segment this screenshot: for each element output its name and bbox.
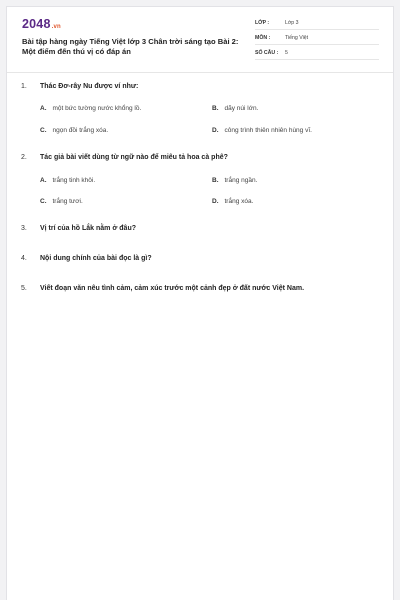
option-text: dãy núi lớn. bbox=[224, 105, 259, 112]
question-text: Nội dung chính của bài đọc là gì? bbox=[40, 255, 152, 262]
question-number: 5. bbox=[21, 285, 27, 292]
option-1c[interactable] bbox=[40, 127, 108, 134]
option-letter: C. bbox=[40, 127, 47, 134]
option-letter: B. bbox=[212, 105, 219, 112]
meta-grade bbox=[255, 17, 379, 30]
logo[interactable] bbox=[22, 17, 61, 31]
meta-count-key: SỐ CÂU : bbox=[255, 50, 279, 56]
option-text: trắng tinh khôi. bbox=[52, 177, 96, 184]
question-text: Tác giả bài viết dùng từ ngữ nào để miêu tả hoa cà phê? bbox=[40, 154, 228, 161]
option-text: công trình thiên nhiên hùng vĩ. bbox=[224, 127, 312, 134]
question-number: 2. bbox=[21, 154, 27, 161]
option-2d[interactable] bbox=[212, 198, 253, 205]
option-1a[interactable] bbox=[40, 105, 141, 112]
option-letter: A. bbox=[40, 177, 47, 184]
meta-subject-value: Tiếng Việt bbox=[285, 35, 309, 41]
option-letter: C. bbox=[40, 198, 47, 205]
question-text: Thác Đơ-rây Nu được ví như: bbox=[40, 83, 139, 90]
worksheet-title: Bài tập hàng ngày Tiếng Việt lớp 3 Chân trời sáng tạo Bài 2: Một điểm đến thú vị có đáp án bbox=[22, 37, 239, 56]
option-1d[interactable] bbox=[212, 127, 312, 134]
question-text: Vị trí của hồ Lắk nằm ở đâu? bbox=[40, 225, 136, 232]
meta-grade-value: Lớp 3 bbox=[285, 20, 299, 26]
worksheet bbox=[6, 6, 394, 600]
option-text: ngọn đồi trắng xóa. bbox=[52, 127, 109, 134]
option-text: trắng tươi. bbox=[52, 198, 83, 205]
meta-grade-key: LỚP : bbox=[255, 20, 270, 26]
question-text: Viết đoạn văn nêu tình cảm, cảm xúc trước một cảnh đẹp ở đất nước Việt Nam. bbox=[40, 285, 305, 292]
option-letter: B. bbox=[212, 177, 219, 184]
logo-tld: .vn bbox=[51, 24, 61, 30]
option-text: một bức tường nước khổng lồ. bbox=[52, 105, 142, 112]
question-number: 4. bbox=[21, 255, 27, 262]
header-divider bbox=[7, 72, 393, 73]
meta-count-value: 5 bbox=[285, 50, 288, 56]
meta-count bbox=[255, 47, 379, 60]
meta-subject bbox=[255, 32, 379, 45]
question-number: 3. bbox=[21, 225, 27, 232]
question-number: 1. bbox=[21, 83, 27, 90]
option-text: trắng xóa. bbox=[224, 198, 254, 205]
option-letter: A. bbox=[40, 105, 47, 112]
meta-subject-key: MÔN : bbox=[255, 35, 271, 41]
option-letter: D. bbox=[212, 127, 219, 134]
option-2c[interactable] bbox=[40, 198, 83, 205]
option-letter: D. bbox=[212, 198, 219, 205]
option-1b[interactable] bbox=[212, 105, 258, 112]
logo-brand: 2048 bbox=[22, 17, 51, 31]
option-2a[interactable] bbox=[40, 177, 95, 184]
header bbox=[7, 7, 393, 67]
option-text: trắng ngần. bbox=[224, 177, 258, 184]
option-2b[interactable] bbox=[212, 177, 257, 184]
